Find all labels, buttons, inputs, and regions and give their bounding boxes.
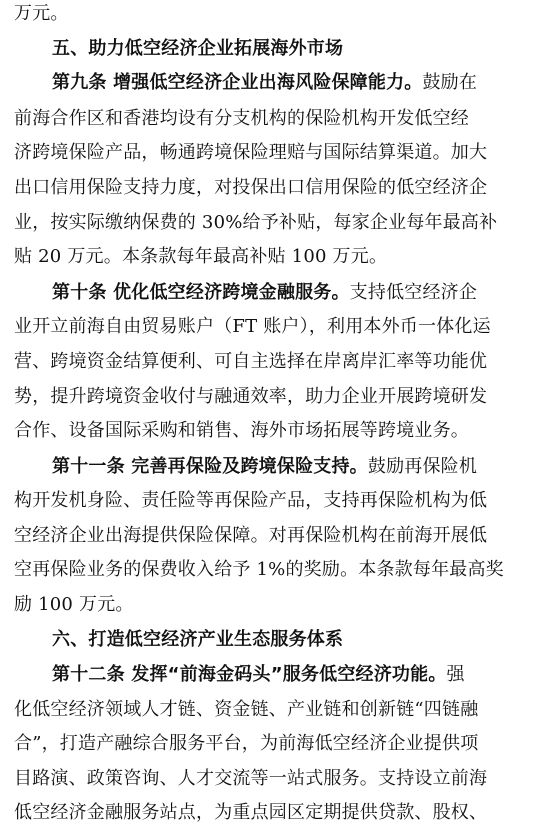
article-10-line-3: 营、跨境资金结算便利、可自主选择在岸离岸汇率等功能优	[14, 351, 488, 372]
article-9-line-6: 贴 20 万元。本条款每年最高补贴 100 万元。	[14, 246, 388, 267]
article-12-line-3: 合”，打造产融综合服务平台，为前海低空经济企业提供项	[14, 733, 479, 754]
article-11-line-5: 励 100 万元。	[14, 594, 134, 615]
paragraph-fragment: 万元。	[14, 3, 69, 24]
article-9-line-5: 业，按实际缴纳保费的 30%给予补贴，每家企业每年最高补	[14, 212, 498, 233]
article-9-title: 第九条 增强低空经济企业出海风险保障能力。	[52, 72, 423, 93]
section-heading-5: 五、助力低空经济企业拓展海外市场	[52, 38, 344, 59]
article-12-line-4: 目路演、政策咨询、人才交流等一站式服务。支持设立前海	[14, 768, 488, 789]
article-12-title: 第十二条 发挥“前海金码头”服务低空经济功能。	[52, 664, 447, 685]
article-9-line-2: 前海合作区和香港均设有分支机构的保险机构开发低空经	[14, 108, 469, 129]
article-9-line-3: 济跨境保险产品，畅通跨境保险理赔与国际结算渠道。加大	[14, 142, 488, 163]
article-11-line-4: 空再保险业务的保费收入给予 1%的奖励。本条款每年最高奖	[14, 559, 504, 580]
article-12-text: 强	[446, 664, 465, 685]
article-10-line-2: 业开立前海自由贸易账户（FT 账户），利用本外币一体化运	[14, 316, 491, 337]
article-10-line-4: 势，提升跨境资金收付与融通效率，助力企业开展跨境研发	[14, 386, 488, 407]
article-11-line-1	[52, 455, 477, 479]
article-10-title: 第十条 优化低空经济跨境金融服务。	[52, 282, 350, 303]
article-12-line-5: 低空经济金融服务站点，为重点园区定期提供贷款、股权、	[14, 802, 488, 823]
article-10-line-1	[52, 281, 477, 305]
section-heading-6: 六、打造低空经济产业生态服务体系	[52, 629, 344, 650]
article-9-line-1	[52, 71, 477, 95]
article-9-text: 鼓励在	[422, 72, 478, 93]
article-11-line-2: 构开发机身险、责任险等再保险产品，支持再保险机构为低	[14, 490, 488, 511]
article-10-text: 支持低空经济企	[349, 282, 478, 303]
article-12-line-1	[52, 663, 465, 687]
article-11-line-3: 空经济企业出海提供保险保障。对再保险机构在前海开展低	[14, 525, 488, 546]
article-12-line-2: 化低空经济领域人才链、资金链、产业链和创新链“四链融	[14, 699, 479, 720]
article-11-text: 鼓励再保险机	[367, 456, 478, 477]
article-11-title: 第十一条 完善再保险及跨境保险支持。	[52, 456, 368, 477]
article-9-line-4: 出口信用保险支持力度，对投保出口信用保险的低空经济企	[14, 177, 488, 198]
article-10-line-5: 合作、设备国际采购和销售、海外市场拓展等跨境业务。	[14, 420, 469, 441]
